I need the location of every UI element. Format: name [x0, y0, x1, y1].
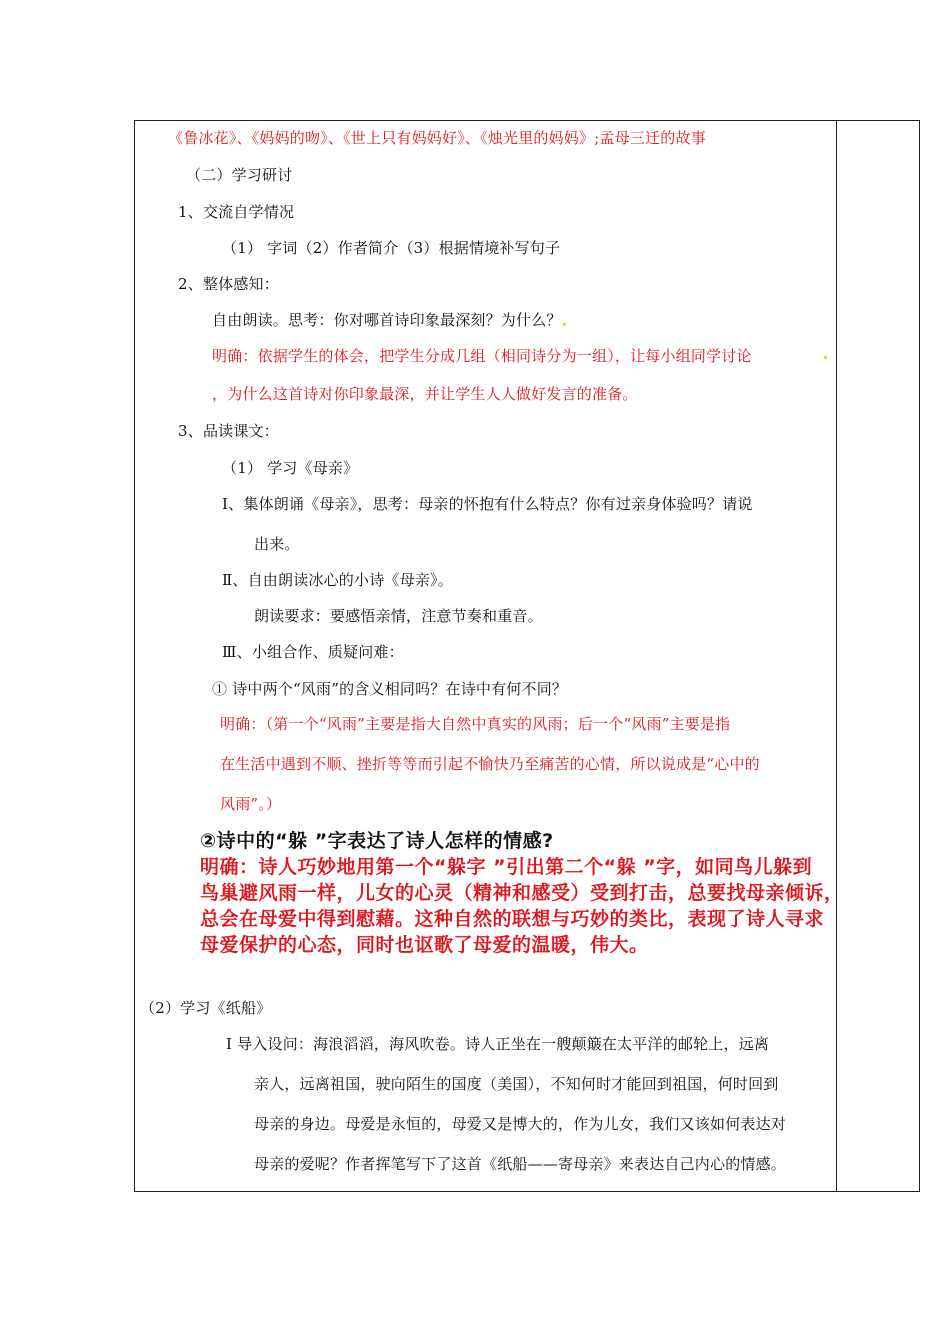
answer-1-line2: 在生活中遇到不顺、挫折等等而引起不愉快乃至痛苦的心情，所以说成是“心中的 [220, 755, 760, 773]
step2-prompt: 自由朗读。思考：你对哪首诗印象最深刻？为什么？ [212, 311, 562, 329]
step2-answer-line1: 明确：依据学生的体会，把学生分成几组（相同诗分为一组），让每小组同学讨论 [212, 347, 752, 365]
answer-2-line2: 鸟巢避风雨一样，儿女的心灵（精神和感受）受到打击，总要找母亲倾诉， [200, 882, 844, 904]
decorative-dot [824, 356, 827, 359]
part1-item2-requirement: 朗读要求：要感悟亲情，注意节奏和重音。 [254, 607, 543, 625]
pasted-slide-excerpt [198, 822, 844, 962]
answer-1-line3: 风雨”。） [220, 795, 282, 813]
step3-title: 3、品读课文： [178, 422, 279, 440]
part2-intro-line1: Ⅰ 导入设问：海浪滔滔，海风吹卷。诗人正坐在一艘颠簸在太平洋的邮轮上，远离 [226, 1035, 770, 1053]
part1-item3: Ⅲ、小组合作、质疑问难： [222, 643, 404, 661]
step1-detail: （1） 字词（2）作者简介（3）根据情境补写句子 [222, 239, 561, 257]
answer-2-line3: 总会在母爱中得到慰藉。这种自然的联想与巧妙的类比，表现了诗人寻求 [200, 908, 825, 930]
question-1: ① 诗中两个“风雨”的含义相同吗？在诗中有何不同？ [212, 680, 568, 698]
book-list: 《鲁冰花》、《妈妈的吻》、《世上只有妈妈好》、《烛光里的妈妈》;孟母三迁的故事 [168, 129, 706, 147]
part1-item1-line2: 出来。 [254, 535, 300, 553]
section-heading: （二）学习研讨 [186, 166, 293, 184]
part1-item2: Ⅱ、自由朗读冰心的小诗《母亲》。 [222, 571, 453, 589]
step1-title: 1、交流自学情况 [178, 203, 295, 221]
table-column-divider [836, 120, 837, 1192]
step2-answer-line2: ，为什么这首诗对你印象最深，并让学生人人做好发言的准备。 [212, 385, 638, 403]
step2-title: 2、整体感知： [178, 275, 279, 293]
part2-intro-line3: 母亲的身边。母爱是永恒的，母爱又是博大的，作为儿女，我们又该如何表达对 [254, 1115, 787, 1133]
answer-2-line4: 母爱保护的心态，同时也讴歌了母爱的温暖，伟大。 [200, 934, 649, 956]
part1-title: （1） 学习《母亲》 [222, 459, 359, 477]
decorative-dot [563, 323, 566, 326]
answer-2-line1: 明确：诗人巧妙地用第一个“躲字 ”引出第二个“躲 ”字，如同鸟儿躲到 [200, 856, 813, 878]
part2-intro-line2: 亲人，远离祖国，驶向陌生的国度（美国），不知何时才能回到祖国，何时回到 [254, 1075, 779, 1093]
part2-intro-line4: 母亲的爱呢？作者挥笔写下了这首《纸船——寄母亲》来表达自己内心的情感。 [254, 1155, 787, 1173]
part2-title: （2）学习《纸船》 [140, 999, 272, 1017]
part1-item1-line1: Ⅰ、集体朗诵《母亲》，思考：母亲的怀抱有什么特点？你有过亲身体验吗？请说 [222, 495, 753, 513]
answer-1-line1: 明确：（第一个“风雨”主要是指大自然中真实的风雨；后一个“风雨”主要是指 [220, 715, 731, 733]
question-2: ②诗中的“躲 ”字表达了诗人怎样的情感? [200, 830, 554, 852]
